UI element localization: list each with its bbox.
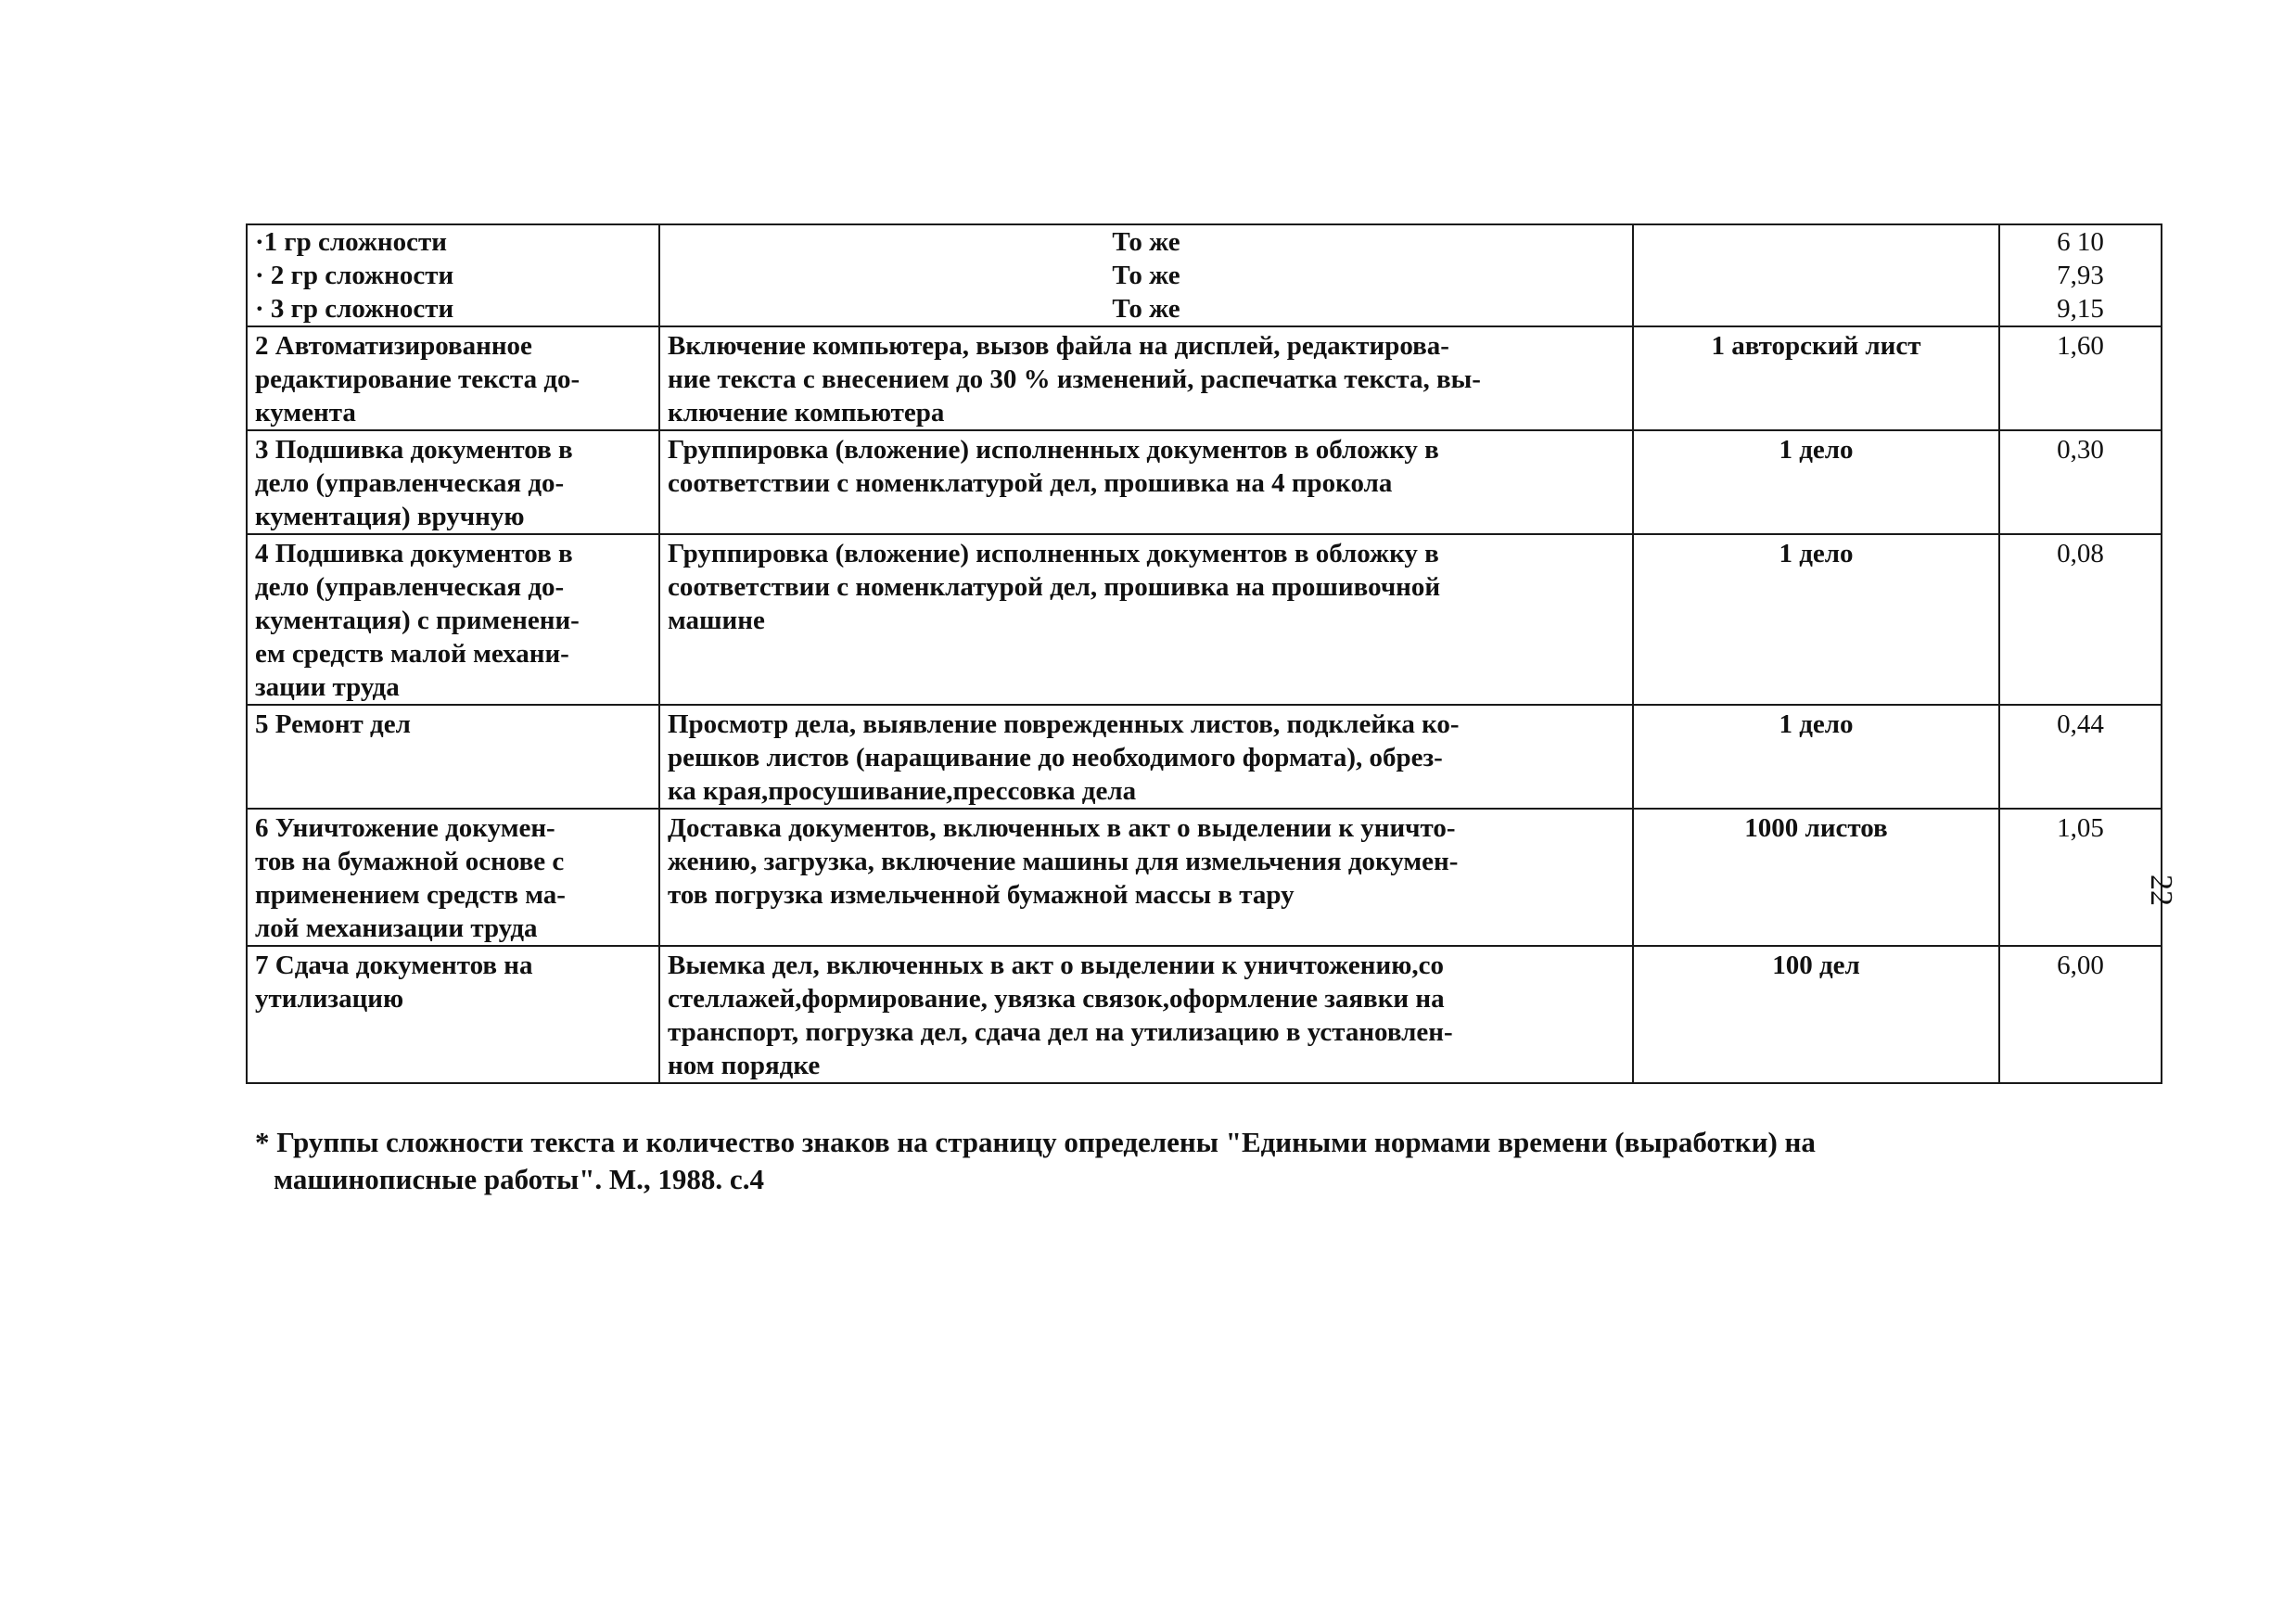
work-line: ·1 гр сложности	[255, 227, 447, 257]
content-line: То же	[1112, 227, 1180, 257]
table-row	[247, 534, 2162, 705]
content-cell	[659, 534, 1633, 705]
work-line: ем средств малой механи-	[255, 639, 569, 669]
page-number: 22	[2144, 874, 2178, 906]
content-line: Группировка (вложение) исполненных документов в обложку в	[668, 539, 1439, 568]
content-line: машине	[668, 606, 765, 635]
table-row	[247, 326, 2162, 430]
content-line: ние текста с внесением до 30 % изменений, распечатка текста, вы-	[668, 364, 1481, 394]
table-body	[247, 224, 2162, 1083]
work-cell	[247, 946, 659, 1083]
work-line: тов на бумажной основе с	[255, 847, 565, 876]
content-line: соответствии с номенклатурой дел, прошивка на 4 прокола	[668, 468, 1393, 498]
content-cell	[659, 224, 1633, 326]
content-line: ключение компьютера	[668, 398, 945, 428]
work-cell	[247, 705, 659, 809]
footnote-line: * Группы сложности текста и количество знаков на страницу определены "Едиными нормами времени (выработки) на	[255, 1126, 1816, 1158]
work-line: · 2 гр сложности	[255, 261, 454, 290]
work-cell	[247, 430, 659, 534]
unit-cell: 100 дел	[1633, 946, 1999, 1083]
work-line: зации труда	[255, 672, 400, 702]
norm-value: 7,93	[2057, 261, 2104, 290]
table-row	[247, 224, 2162, 326]
content-line: стеллажей,формирование, увязка связок,оформление заявки на	[668, 984, 1445, 1014]
work-line: · 3 гр сложности	[255, 294, 454, 324]
work-line: применением средств ма-	[255, 880, 566, 910]
work-line: дело (управленческая до-	[255, 572, 565, 602]
work-line: кументация) с применени-	[255, 606, 580, 635]
work-line: 7 Сдача документов на	[255, 951, 533, 980]
content-line: Доставка документов, включенных в акт о выделении к уничто-	[668, 813, 1456, 843]
unit-cell: 1 авторский лист	[1633, 326, 1999, 430]
content-line: жению, загрузка, включение машины для измельчения докумен-	[668, 847, 1459, 876]
unit-cell: 1000 листов	[1633, 809, 1999, 946]
work-line: кумента	[255, 398, 356, 428]
work-line: лой механизации труда	[255, 913, 538, 943]
work-cell	[247, 809, 659, 946]
norm-value: 9,15	[2057, 294, 2104, 324]
content-cell	[659, 430, 1633, 534]
content-line: Группировка (вложение) исполненных документов в обложку в	[668, 435, 1439, 465]
content-line: тов погрузка измельченной бумажной массы в тару	[668, 880, 1295, 910]
norm-cell: 1,60	[1999, 326, 2162, 430]
table-row	[247, 946, 2162, 1083]
content-cell	[659, 705, 1633, 809]
table-row	[247, 809, 2162, 946]
work-cell	[247, 534, 659, 705]
norm-cell: 6,00	[1999, 946, 2162, 1083]
work-line: редактирование текста до-	[255, 364, 580, 394]
work-line: 3 Подшивка документов в	[255, 435, 573, 465]
content-line: ном порядке	[668, 1051, 821, 1080]
work-line: утилизацию	[255, 984, 404, 1014]
work-line: кументация) вручную	[255, 502, 525, 531]
unit-cell	[1633, 224, 1999, 326]
norm-cell	[1999, 224, 2162, 326]
content-cell	[659, 809, 1633, 946]
work-line: 5 Ремонт дел	[255, 709, 411, 739]
norm-value: 6 10	[2057, 227, 2104, 257]
content-line: То же	[1112, 261, 1180, 290]
content-line: Выемка дел, включенных в акт о выделении к уничтожению,со	[668, 951, 1444, 980]
work-cell	[247, 326, 659, 430]
norm-cell: 0,30	[1999, 430, 2162, 534]
table-row	[247, 705, 2162, 809]
work-line: 2 Автоматизированное	[255, 331, 532, 361]
table-row	[247, 430, 2162, 534]
unit-cell: 1 дело	[1633, 430, 1999, 534]
content-line: Включение компьютера, вызов файла на дисплей, редактирова-	[668, 331, 1449, 361]
content-cell	[659, 946, 1633, 1083]
content-line: решков листов (наращивание до необходимого формата), обрез-	[668, 743, 1443, 772]
work-line: 6 Уничтожение докумен-	[255, 813, 555, 843]
work-line: 4 Подшивка документов в	[255, 539, 573, 568]
work-cell	[247, 224, 659, 326]
unit-cell: 1 дело	[1633, 705, 1999, 809]
norm-cell: 0,44	[1999, 705, 2162, 809]
unit-cell: 1 дело	[1633, 534, 1999, 705]
norm-cell: 1,05	[1999, 809, 2162, 946]
norms-table	[246, 223, 2162, 1084]
content-line: соответствии с номенклатурой дел, прошивка на прошивочной	[668, 572, 1441, 602]
norm-cell: 0,08	[1999, 534, 2162, 705]
content-line: Просмотр дела, выявление поврежденных листов, подклейка ко-	[668, 709, 1460, 739]
content-cell	[659, 326, 1633, 430]
work-line: дело (управленческая до-	[255, 468, 565, 498]
footnote	[255, 1124, 2017, 1198]
footnote-line: машинописные работы". М., 1988. с.4	[274, 1163, 764, 1195]
content-line: ка края,просушивание,прессовка дела	[668, 776, 1137, 806]
content-line: То же	[1112, 294, 1180, 324]
content-line: транспорт, погрузка дел, сдача дел на утилизацию в установлен-	[668, 1017, 1453, 1047]
